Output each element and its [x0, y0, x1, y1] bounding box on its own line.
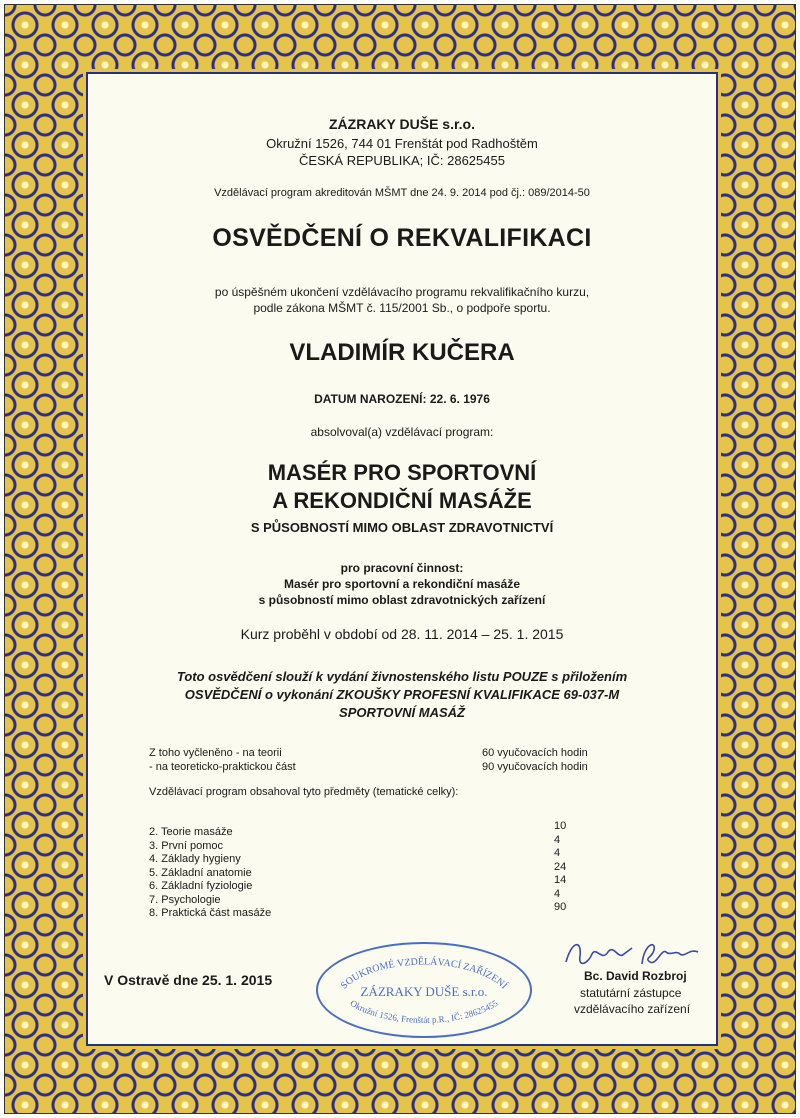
subject-hours: 4 [554, 847, 561, 859]
intro-line-1: po úspěšném ukončení vzdělávacího programu rekvalifikačního kurzu, [214, 285, 590, 299]
place-date: V Ostravě dne 25. 1. 2015 [104, 972, 273, 988]
subject-hours: 14 [554, 874, 567, 886]
hours-practical-label: - na teoreticko-praktickou část [149, 761, 296, 773]
activity-line-1: Masér pro sportovní a rekondiční masáže [283, 577, 521, 591]
activity-line-2: s působností mimo oblast zdravotnických zařízení [258, 593, 546, 607]
subject-list [149, 826, 271, 921]
person-name: VLADIMÍR KUČERA [289, 339, 515, 366]
issuer-country-ico: ČESKÁ REPUBLIKA; IČ: 28625455 [299, 153, 505, 168]
stamp-top-text: SOUKROMÉ VZDĚLÁVACÍ ZAŘÍZENÍ [338, 956, 510, 992]
activity-label: pro pracovní činnost: [340, 561, 464, 575]
note-line-1: Toto osvědčení slouží k vydání živnostenského listu POUZE s přiložením [176, 669, 628, 684]
program-line-3: S PŮSOBNOSTÍ MIMO OBLAST ZDRAVOTNICTVÍ [250, 520, 554, 535]
subject-name: 6. Základní fyziologie [149, 880, 253, 892]
hours-theory-value: 60 vyučovacích hodin [482, 747, 588, 759]
course-period: Kurz proběhl v období od 28. 11. 2014 – 25. 1. 2015 [240, 626, 564, 642]
program-line-1: MASÉR PRO SPORTOVNÍ [267, 460, 537, 485]
intro-line-2: podle zákona MŠMT č. 115/2001 Sb., o podpoře sportu. [253, 301, 551, 315]
signatory-role-2: vzdělávacího zařízení [574, 1002, 691, 1016]
completed-label: absolvoval(a) vzdělávací program: [310, 425, 494, 439]
note-line-2: OSVĚDČENÍ o vykonání ZKOUŠKY PROFESNÍ KVALIFIKACE 69-037-M [184, 687, 620, 702]
birth-date: DATUM NAROZENÍ: 22. 6. 1976 [314, 392, 490, 406]
subject-hours: 10 [554, 820, 567, 832]
signatory-name: Bc. David Rozbroj [584, 969, 687, 983]
subject-name: 4. Základy hygieny [149, 853, 241, 865]
stamp-graphic [318, 944, 530, 1036]
program-line-2: A REKONDIČNÍ MASÁŽE [272, 488, 532, 513]
stamp-bottom-text: Okružní 1526, Frenštát p.R., IČ: 28625455 [348, 997, 500, 1025]
subject-name: 7. Psychologie [149, 893, 221, 906]
signatory-role-1: statutární zástupce [580, 986, 682, 1000]
subject-hours: 4 [554, 887, 561, 900]
subject-name: 8. Praktická část masáže [149, 907, 272, 919]
certificate-body [86, 72, 718, 1046]
subject-name: 5. Základní anatomie [149, 866, 252, 879]
note-line-3: SPORTOVNÍ MASÁŽ [339, 705, 465, 720]
subject-hours: 4 [554, 833, 561, 846]
subject-name: 3. První pomoc [149, 839, 223, 852]
subject-hours: 90 [554, 901, 567, 913]
subject-hours: 24 [554, 860, 567, 873]
hours-theory-label: Z toho vyčleněno - na teorii [149, 747, 282, 759]
svg-text:Okružní 1526, Frenštát p.R., I [348, 998, 499, 1025]
certificate-title: OSVĚDČENÍ O REKVALIFIKACI [212, 224, 592, 252]
issuer-address: Okružní 1526, 744 01 Frenštát pod Radhoštěm [266, 136, 538, 151]
issuer-name: ZÁZRAKY DUŠE s.r.o. [329, 116, 475, 132]
subjects-label: Vzdělávací program obsahoval tyto předměty (tematické celky): [149, 786, 459, 798]
hours-practical-value: 90 vyučovacích hodin [482, 761, 588, 773]
official-stamp [316, 942, 532, 1038]
subject-hours-list [554, 820, 566, 915]
subject-name: 2. Teorie masáže [149, 826, 233, 838]
accreditation-line: Vzdělávací program akreditován MŠMT dne 24. 9. 2014 pod čj.: 089/2014-50 [214, 187, 590, 199]
stamp-middle-text: ZÁZRAKY DUŠE s.r.o. [360, 984, 488, 999]
